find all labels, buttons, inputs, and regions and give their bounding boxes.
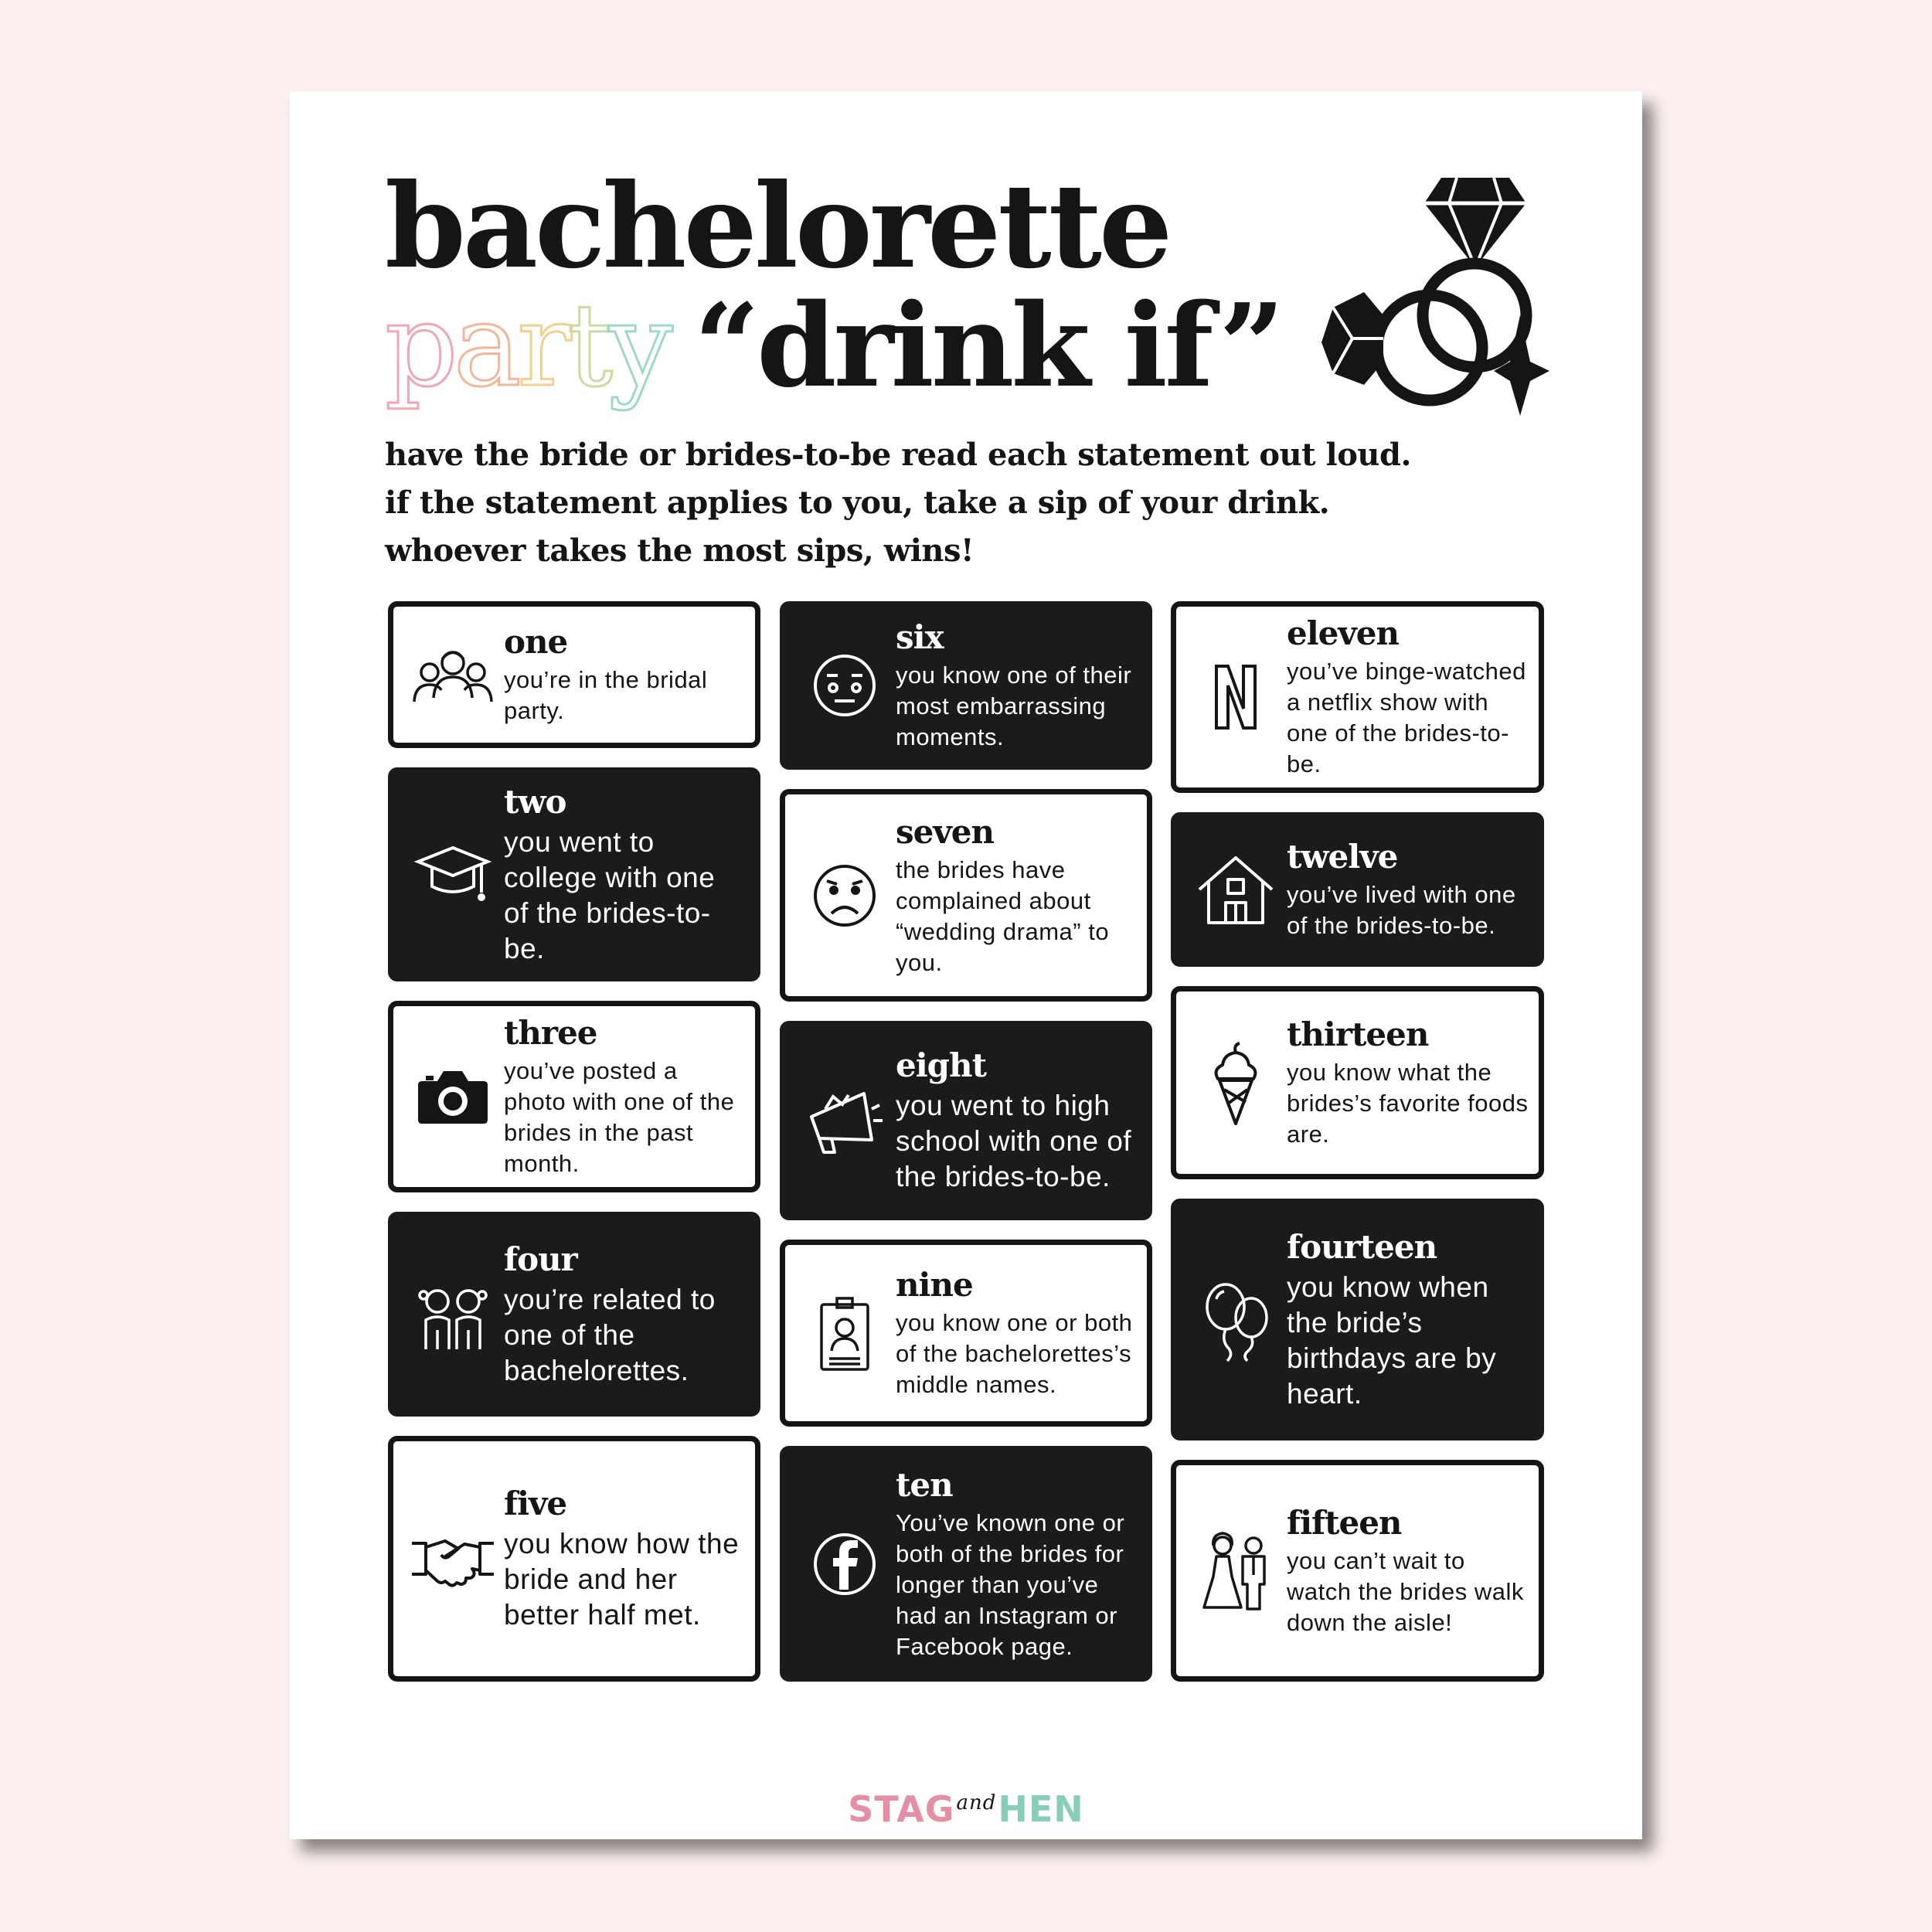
instructions [385, 431, 1544, 575]
game-sheet [290, 91, 1642, 1839]
card-number: ten [896, 1465, 953, 1504]
title-drink-if: “drink if” [694, 278, 1282, 413]
logo-hen: HEN [998, 1788, 1084, 1830]
card-statement: You’ve known one or both of the brides for longer than you’ve had an Instagram or Facebook page. [896, 1509, 1125, 1660]
logo-stag: STAG [848, 1788, 955, 1830]
sad-face-icon [802, 853, 887, 938]
card-seven [780, 789, 1152, 1002]
house-icon [1193, 847, 1278, 932]
graduation-cap-icon [410, 832, 495, 917]
card-statement: you’ve posted a photo with one of the brides in the past month. [504, 1057, 735, 1177]
instruction-line: whoever takes the most sips, wins! [385, 532, 975, 569]
card-number: two [504, 782, 566, 821]
title-party-outlined [385, 279, 668, 412]
title-party-letter: y [608, 279, 668, 412]
card-statement: you know how the bride and her better half met. [504, 1528, 740, 1631]
handshake-icon [410, 1516, 495, 1601]
card-statement: you know when the bride’s birthdays are by heart. [1287, 1270, 1497, 1410]
card-four [388, 1212, 760, 1417]
card-thirteen [1171, 986, 1544, 1179]
diamond-rings-icon [1318, 168, 1549, 416]
card-statement: you’ve lived with one of the brides-to-be. [1287, 881, 1516, 939]
title-party-letter: r [517, 279, 567, 412]
balloons-icon [1193, 1277, 1278, 1362]
card-statement: you went to college with one of the brides-to-be. [504, 825, 716, 964]
card-five [388, 1436, 760, 1682]
instruction-line: have the bride or brides-to-be read each statement out loud. [385, 437, 1411, 473]
title-bachelorette: bachelorette [385, 158, 1170, 294]
card-number: twelve [1287, 838, 1398, 876]
card-number: fourteen [1287, 1227, 1437, 1266]
card-eight [780, 1021, 1152, 1220]
sisters-icon [410, 1272, 495, 1357]
title-party-letter: p [385, 279, 454, 412]
card-statement: you went to high school with one of the brides-to-be. [896, 1090, 1132, 1192]
card-number: four [504, 1240, 577, 1278]
card-number: eight [896, 1046, 986, 1084]
wedding-couple-icon [1193, 1529, 1278, 1614]
id-badge-icon [802, 1291, 887, 1376]
card-three [388, 1001, 760, 1192]
card-number: nine [896, 1266, 973, 1304]
card-statement: you’re related to one of the bachelorettes. [504, 1283, 716, 1386]
title-party-letter: a [453, 279, 517, 412]
megaphone-icon [802, 1078, 887, 1163]
card-one [388, 601, 760, 748]
card-number: seven [896, 812, 995, 851]
card-number: one [504, 623, 568, 661]
card-number: three [504, 1014, 597, 1052]
stag-and-hen-logo [290, 1788, 1642, 1830]
card-fifteen [1171, 1460, 1544, 1682]
bridal-party-icon [410, 632, 495, 717]
netflix-icon [1193, 655, 1278, 740]
card-statement: you can’t wait to watch the brides walk down the aisle! [1287, 1546, 1524, 1636]
card-statement: you’re in the bridal party. [504, 666, 708, 724]
facebook-icon [802, 1522, 887, 1607]
embarrassed-face-icon [802, 643, 887, 728]
card-two [388, 767, 760, 981]
camera-icon [410, 1054, 495, 1139]
card-number: six [896, 618, 944, 656]
card-number: five [504, 1485, 567, 1522]
title-party-letter: t [566, 279, 609, 412]
card-number: eleven [1287, 614, 1400, 652]
instruction-line: if the statement applies to you, take a sip of your drink. [385, 485, 1330, 521]
card-statement: you’ve binge-watched a netflix show with one of the brides-to-be. [1287, 658, 1526, 777]
card-statement: the brides have complained about “wedding drama” to you. [896, 855, 1110, 976]
card-ten [780, 1446, 1152, 1682]
card-six [780, 601, 1152, 770]
ice-cream-cone-icon [1193, 1040, 1278, 1125]
card-fourteen [1171, 1199, 1544, 1440]
card-eleven [1171, 601, 1544, 793]
logo-and: and [956, 1791, 997, 1815]
card-twelve [1171, 812, 1544, 967]
card-number: thirteen [1287, 1015, 1429, 1053]
card-statement: you know what the brides’s favorite foods are. [1287, 1059, 1529, 1148]
card-nine [780, 1240, 1152, 1427]
card-statement: you know one of their most embarrassing moments. [896, 662, 1132, 750]
card-statement: you know one or both of the bachelorettes’s middle names. [896, 1309, 1133, 1398]
card-number: fifteen [1287, 1503, 1402, 1542]
